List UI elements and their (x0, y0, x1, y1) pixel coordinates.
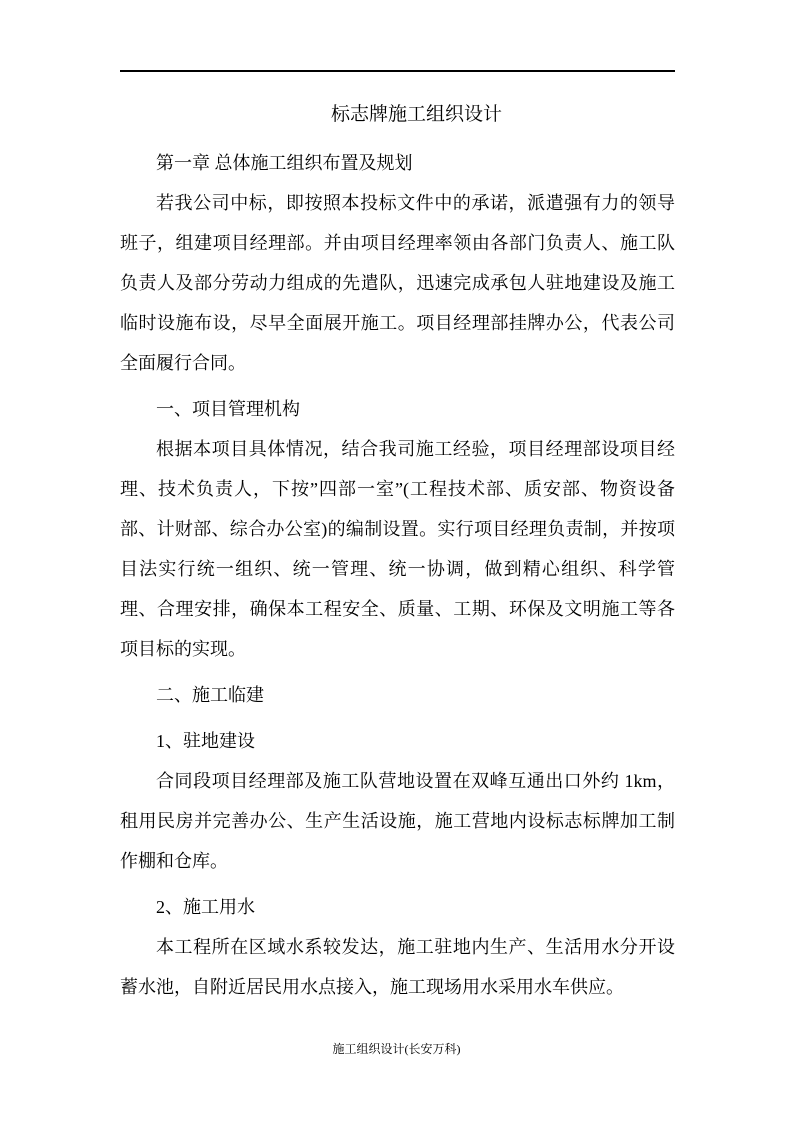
paragraph-2: 根据本项目具体情况，结合我司施工经验，项目经理部设项目经理、技术负责人，下按”四部一室”(工程技术部、质安部、物资设备部、计财部、综合办公室)的编制设置。实行项目经理负责制，并按项目法实行统一组织、统一管理、统一协调，做到精心组织、科学管理、合理安排，确保本工程安全、质量、工期、环保及文明施工等各项目标的实现。 (120, 439, 675, 659)
subsection-heading-1: 1、驻地建设 (156, 731, 255, 751)
document-content (120, 95, 675, 1007)
section-heading-1: 一、项目管理机构 (156, 399, 300, 419)
page-footer (0, 1040, 793, 1058)
header-rule (120, 70, 675, 72)
chapter-heading: 第一章 总体施工组织布置及规划 (156, 153, 413, 173)
paragraph-3: 合同段项目经理部及施工队营地设置在双峰互通出口外约 1km，租用民房并完善办公、生产生活设施，施工营地内设标志标牌加工制作棚和仓库。 (120, 771, 675, 871)
subsection-heading-2: 2、施工用水 (156, 897, 255, 917)
doc-title: 标志牌施工组织设计 (330, 104, 502, 125)
paragraph-4: 本工程所在区域水系较发达，施工驻地内生产、生活用水分开设蓄水池，自附近居民用水点接入，施工现场用水采用水车供应。 (120, 937, 675, 997)
section-heading-2: 二、施工临建 (156, 685, 264, 705)
paragraph-1: 若我公司中标，即按照本投标文件中的承诺，派遣强有力的领导班子，组建项目经理部。并由项目经理率领由各部门负责人、施工队负责人及部分劳动力组成的先遣队，迅速完成承包人驻地建设及施工临时设施布设，尽早全面展开施工。项目经理部挂牌办公，代表公司全面履行合同。 (120, 193, 675, 373)
footer-text: 施工组织设计(长安万科) (332, 1042, 461, 1056)
